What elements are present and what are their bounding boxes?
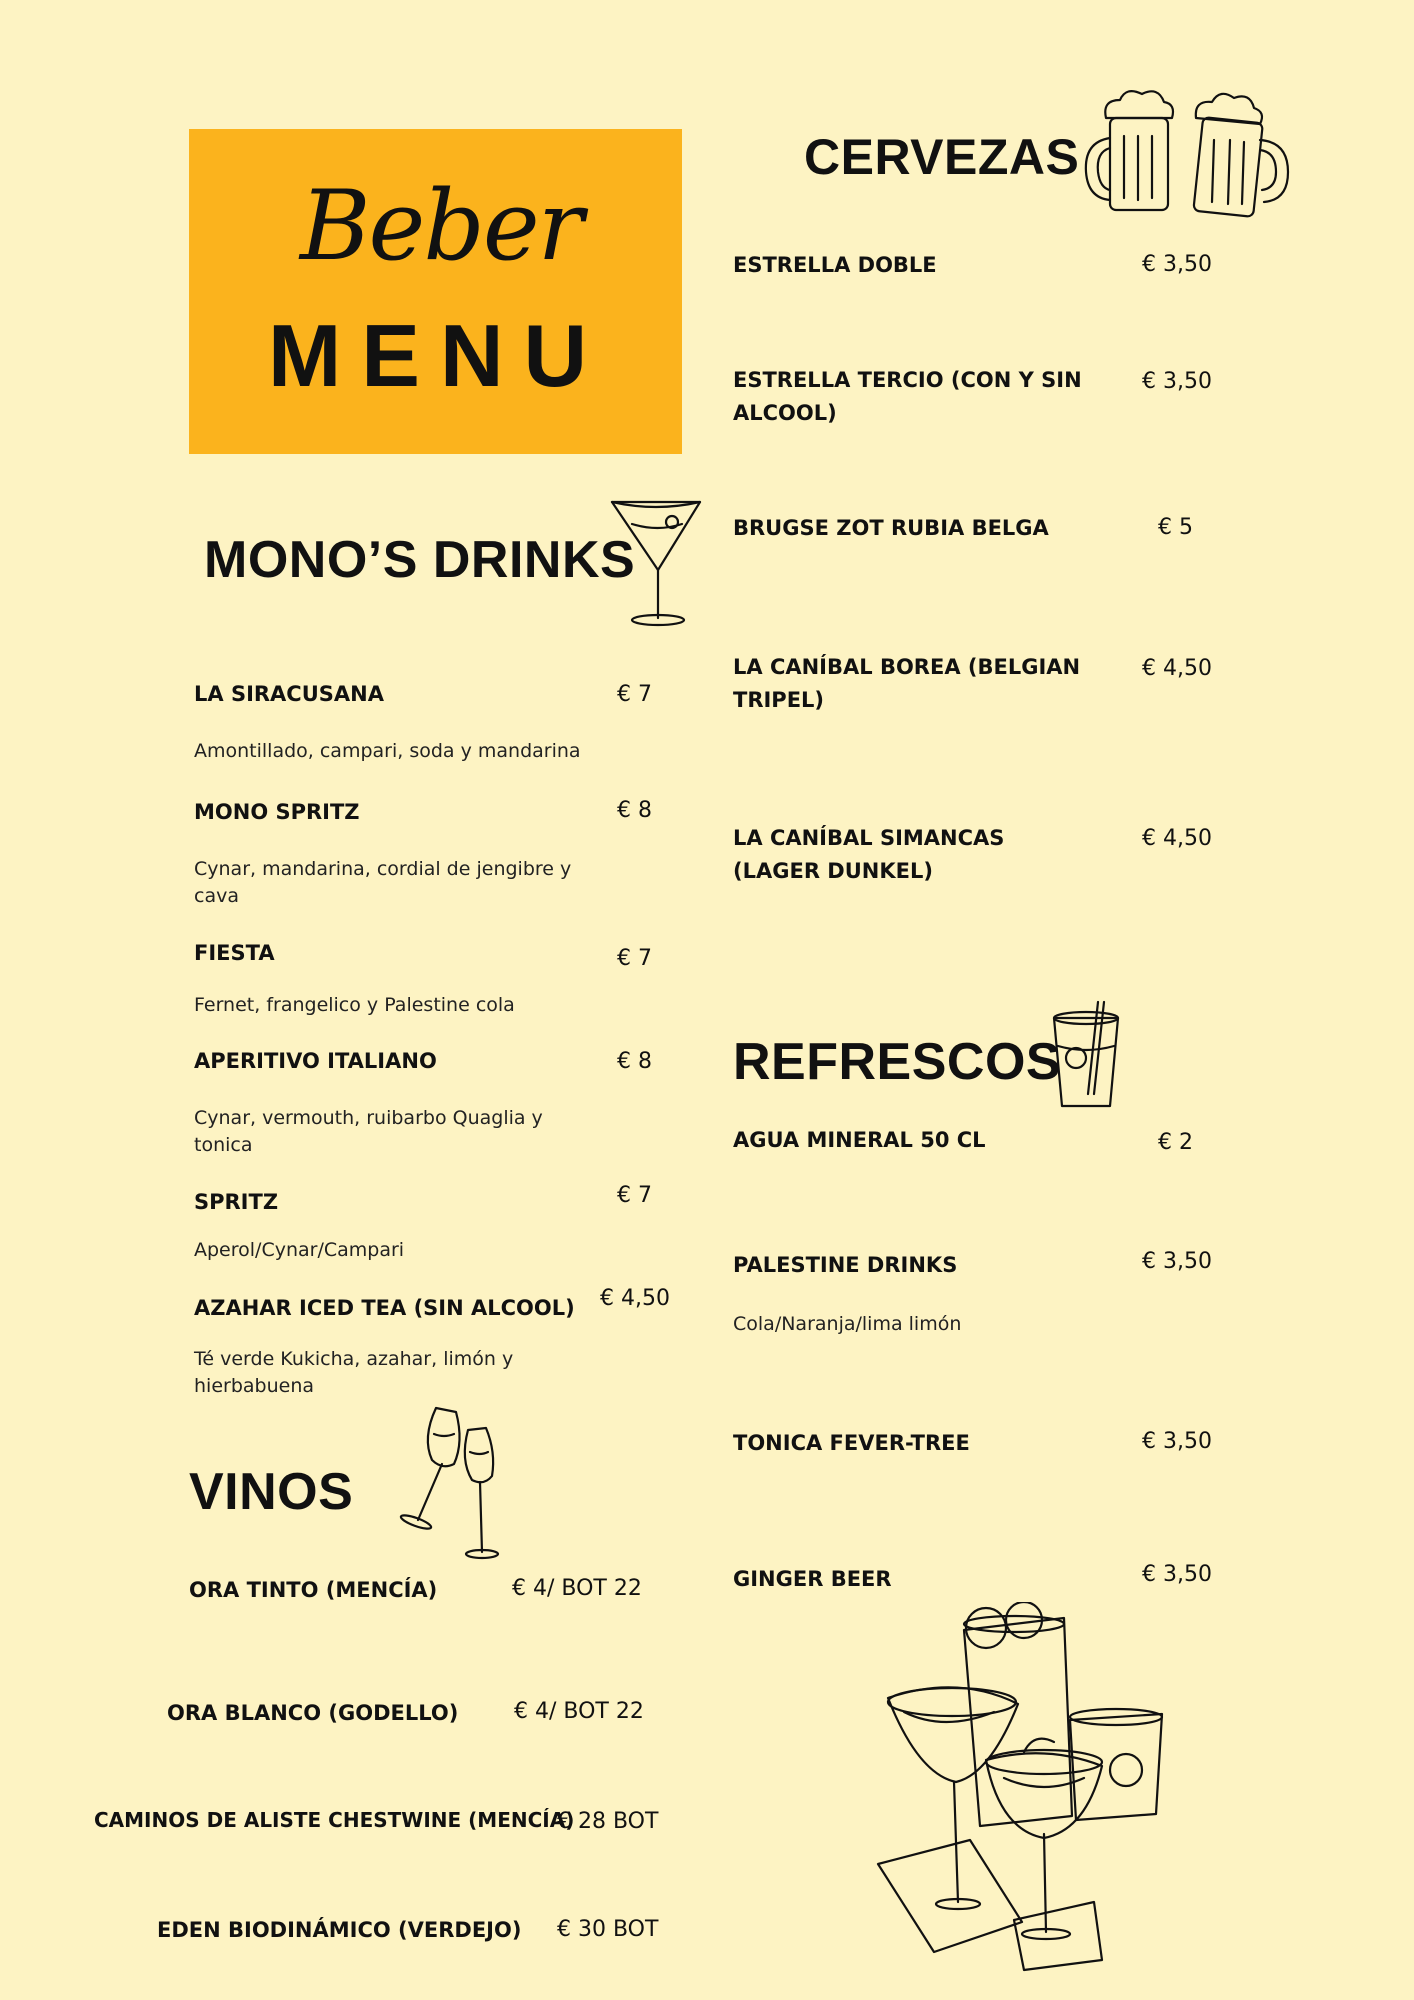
- martini-glass-icon: [606, 494, 706, 630]
- beer-item-price: € 5: [1158, 515, 1193, 540]
- wine-item-price: € 4/ BOT 22: [512, 1576, 642, 1601]
- wine-item-price: € 30 BOT: [557, 1917, 659, 1942]
- drink-item-description: Té verde Kukicha, azahar, limón y hierbabuena: [194, 1348, 514, 1397]
- drink-item-name: APERITIVO ITALIANO: [194, 1049, 437, 1073]
- drink-item-description: Aperol/Cynar/Campari: [194, 1239, 405, 1261]
- wine-glasses-icon: [386, 1402, 506, 1562]
- beer-item-name: ESTRELLA DOBLE: [733, 253, 937, 277]
- refresco-item-price: € 3,50: [1142, 1429, 1212, 1454]
- refresco-item-name: PALESTINE DRINKS: [733, 1253, 958, 1277]
- beer-item-name: LA CANÍBAL SIMANCAS (LAGER DUNKEL): [733, 826, 1005, 883]
- wine-item-price: € 4/ BOT 22: [514, 1699, 644, 1724]
- vinos-heading: VINOS: [189, 1463, 354, 1521]
- wine-item-name: CAMINOS DE ALISTE CHESTWINE (MENCÍA): [94, 1808, 575, 1832]
- beer-mugs-icon: [1080, 88, 1300, 238]
- monos-heading: MONO’S DRINKS: [204, 531, 636, 589]
- drink-item-name: MONO SPRITZ: [194, 800, 360, 824]
- refresco-item-name: TONICA FEVER-TREE: [733, 1431, 970, 1455]
- logo-script-text: Beber: [300, 170, 582, 282]
- refresco-item-name: GINGER BEER: [733, 1567, 892, 1591]
- wine-item-name: ORA BLANCO (GODELLO): [167, 1701, 459, 1725]
- drink-item-description: Cynar, vermouth, ruibarbo Quaglia y tonica: [194, 1107, 543, 1156]
- drink-item-description: Cynar, mandarina, cordial de jengibre y cava: [194, 858, 572, 907]
- drink-item-price: € 7: [617, 682, 652, 707]
- logo-menu-title: MENU: [268, 306, 608, 405]
- drink-item-description: Fernet, frangelico y Palestine cola: [194, 994, 515, 1016]
- beer-item-name: BRUGSE ZOT RUBIA BELGA: [733, 516, 1049, 540]
- refrescos-heading: REFRESCOS: [733, 1033, 1062, 1091]
- drink-item-price: € 8: [617, 1049, 652, 1074]
- drink-item-name: AZAHAR ICED TEA (SIN ALCOOL): [194, 1296, 575, 1320]
- beer-item-price: € 3,50: [1142, 369, 1212, 394]
- drink-item-description: Amontillado, campari, soda y mandarina: [194, 740, 581, 762]
- beer-item-name: LA CANÍBAL BOREA (BELGIAN TRIPEL): [733, 655, 1081, 712]
- refresco-item-name: AGUA MINERAL 50 CL: [733, 1128, 986, 1152]
- refresco-item-description: Cola/Naranja/lima limón: [733, 1313, 962, 1335]
- beer-item-price: € 4,50: [1142, 656, 1212, 681]
- wine-item-name: ORA TINTO (MENCÍA): [189, 1578, 438, 1602]
- beer-item-price: € 3,50: [1142, 252, 1212, 277]
- cervezas-heading: CERVEZAS: [804, 129, 1080, 185]
- refresco-item-price: € 3,50: [1142, 1562, 1212, 1587]
- wine-item-name: EDEN BIODINÁMICO (VERDEJO): [157, 1918, 522, 1942]
- beer-item-name: ESTRELLA TERCIO (CON Y SIN ALCOOL): [733, 368, 1082, 425]
- refresco-item-price: € 3,50: [1142, 1249, 1212, 1274]
- drink-item-name: FIESTA: [194, 941, 275, 965]
- cocktails-illustration-icon: [874, 1602, 1174, 1974]
- soda-glass-icon: [1046, 998, 1126, 1116]
- drink-item-price: € 8: [617, 798, 652, 823]
- drink-item-price: € 4,50: [600, 1286, 670, 1311]
- drink-item-price: € 7: [617, 946, 652, 971]
- refresco-item-price: € 2: [1158, 1130, 1193, 1155]
- drink-item-price: € 7: [617, 1183, 652, 1208]
- wine-item-price: € 28 BOT: [557, 1809, 659, 1834]
- drink-item-name: SPRITZ: [194, 1190, 279, 1214]
- beer-item-price: € 4,50: [1142, 826, 1212, 851]
- drink-item-name: LA SIRACUSANA: [194, 682, 384, 706]
